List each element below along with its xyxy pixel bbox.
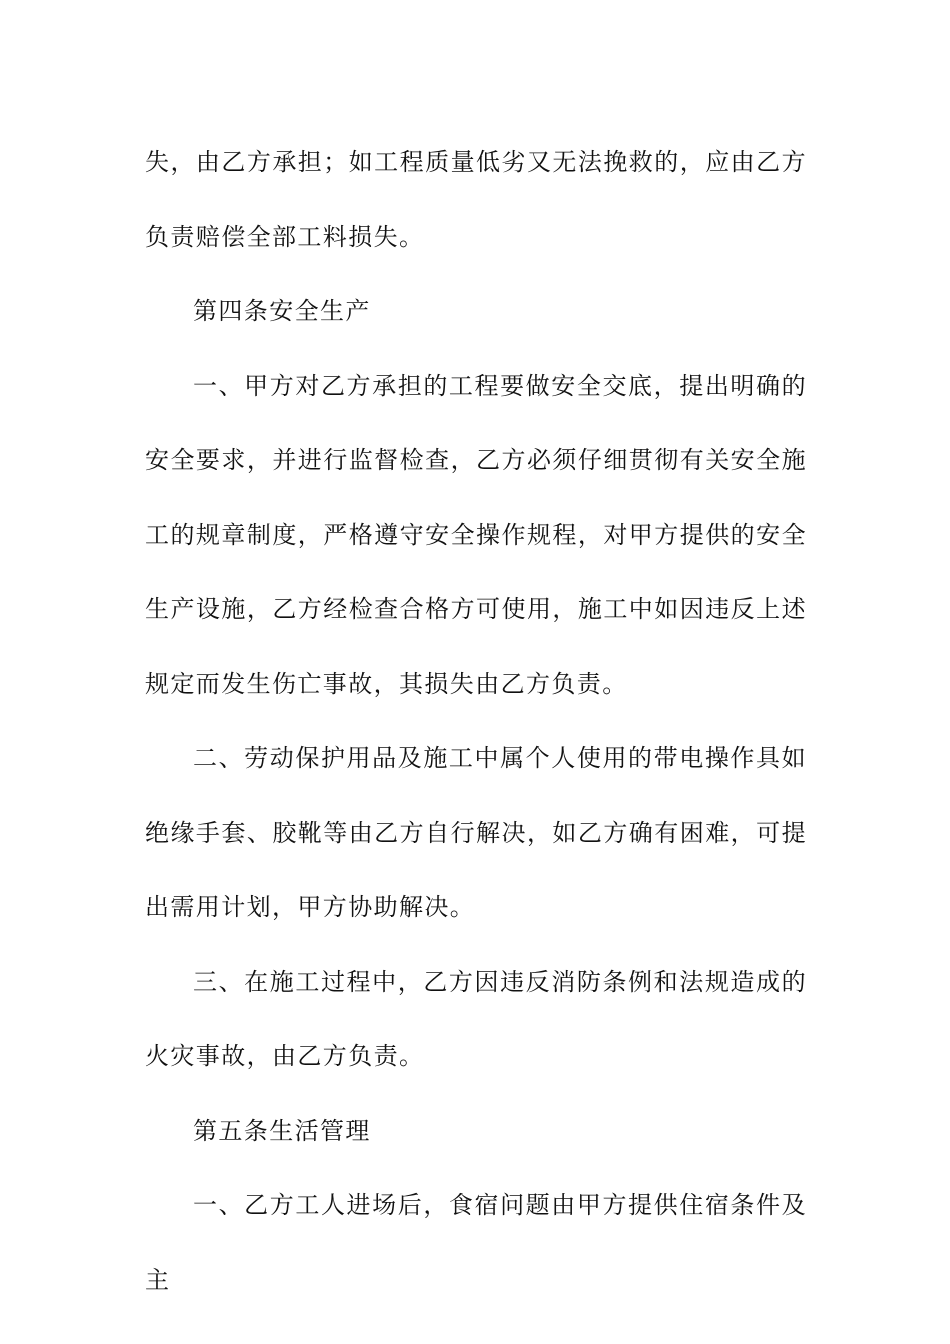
article-5-heading: 第五条生活管理 [193,1116,371,1145]
article-5-clause-1: 一、乙方工人进场后，食宿问题由甲方提供住宿条件及主 [145,1191,807,1294]
article-4-clause-3: 三、在施工过程中，乙方因违反消防条例和法规造成的火灾事故，由乙方负责。 [145,967,807,1070]
article-4-clause-1: 一、甲方对乙方承担的工程要做安全交底，提出明确的安全要求，并进行监督检查，乙方必须仔细贯彻有关安全施工的规章制度，严格遵守安全操作规程，对甲方提供的安全生产设施，乙方经检查合格方可使用，施工中如因违反上述规定而发生伤亡事故，其损失由乙方负责。 [145,371,807,698]
document-body [145,125,807,1317]
paragraph-continuation: 失，由乙方承担；如工程质量低劣又无法挽救的，应由乙方负责赔偿全部工料损失。 [145,148,807,251]
article-4-heading: 第四条安全生产 [193,297,371,325]
article-4-clause-2: 二、劳动保护用品及施工中属个人使用的带电操作具如绝缘手套、胶靴等由乙方自行解决，如乙方确有困难，可提出需用计划，甲方协助解决。 [145,744,807,921]
